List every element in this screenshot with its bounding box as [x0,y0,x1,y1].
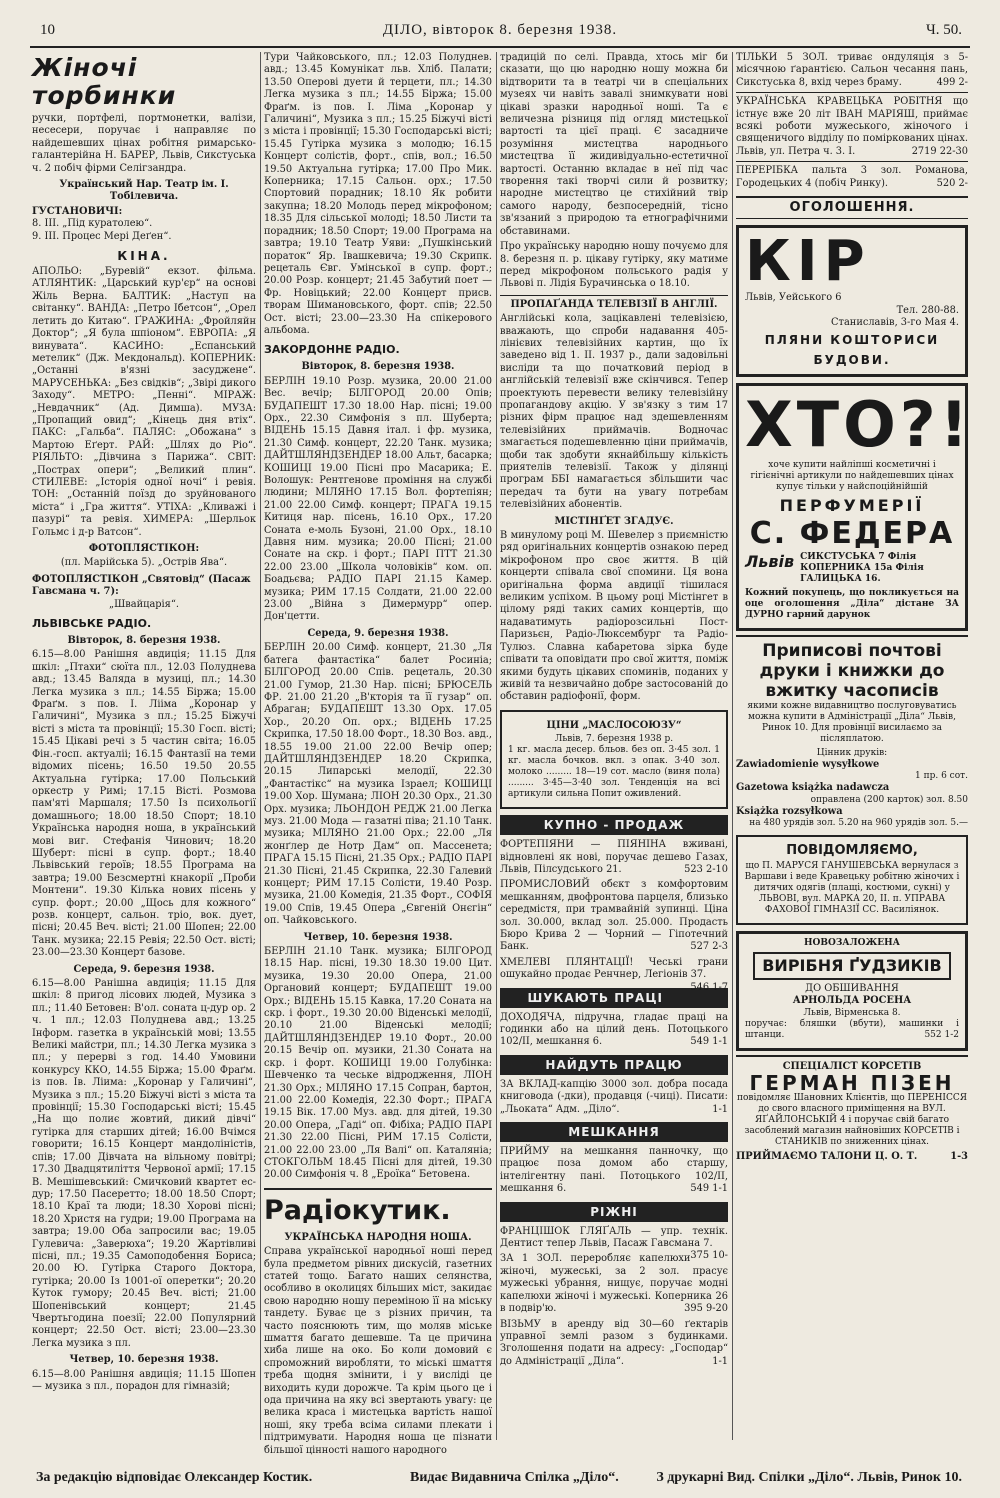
radio-day-heading: Четвер, 10. березня 1938. [69,1354,219,1366]
perfumery-name: С. ФЕДЕРА [749,515,955,551]
corsets-name: ГЕРМАН ПІЗЕН [749,1071,955,1096]
print-prices-heading: Цінник друків: [816,747,888,758]
buttons-address: Львів, Вірменська 8. [803,1007,901,1018]
section-bar-misc: РІЖНІ [500,1202,728,1222]
buttons-name: ВИРІБНЯ ҐУДЗИКІВ [753,952,951,980]
perfumery-title: ПЕРФУМЕРІЇ [779,495,925,515]
foreign-day-program: БЕРЛІН 19.10 Розр. музика, 20.00 21.00 Вес. вечір; БІЛГОРОД 20.00 Опів; БУДАПЕШТ 17.30 18.00 Нар. пісні; 19.00 Орх., 22.30 Симфонія з пл. Шуберта; ВІДЕНЬ 15.15 Давня італ. і фр. музика, 21.30 Симф. концерт, 22.20 Танк. музика; ДАЙТШЛЯНДЗЕНДЕР 18.00 Альт, басарка; КОШИЦІ 19.00 Пісні про Масарика; Е. Волошук: Рентгенове проміння на службі людини; МІЛЯНО 17.15 Вол. фортепіян; 21.00 22.00 Симф. концерт; ПРАГА 19.15 Китиця нар. пісень, 16.10 Орх., 17.20 Соната е-моль Бузоні, 21.00 Орх., 18.10 Давня ним. музика; 20.00 Пісні; 21.00 Сонате на скр. і форт.; ПАРІ ПТТ 21.30 22.00 23.00 „Школа чоловіків“ ком. оп. Боадьєва; РАДІО ПАРІ 21.15 Камер. музика; РИМ 17.15 Солдати, 21.00 22.00 23.00 „Війна з Димермурр“ опер. Дон'цетти. [264,375,492,623]
ad-kir [736,225,968,376]
kir-address-2: Станиславів, 3-го Мая 4. [831,317,959,329]
mistinguett-title: МІСТІНҐЕТ ЗГАДУЄ. [554,515,674,527]
perfumery-city: Львів [745,551,795,571]
classified-ad: ДОХОДЯЧА, підручна, гладає праці на годинки або на цілий день. Потоцького 102/II, мешкання 6. 549 1-1 [500,1011,728,1048]
radio-day-program: 6.15—8.00 Ранішня авдиція; 11.15 Шопен — музика з пл., порадон для гімназій; [32,1368,256,1392]
radiokutyk-subtitle: УКРАЇНСЬКА НАРОДНЯ НОША. [284,1231,472,1243]
print-item-price: 1 пр. 6 сот. [915,771,968,782]
ad-buttons [736,931,968,1051]
perfumery-address: СИКСТУСЬКА 7 Філія КОПЕРНИКА 15а Філія ГАЛИЦЬКА 16. [800,551,924,584]
ad-corsets [736,1055,968,1164]
page-header [30,20,970,48]
ad-perfumery [736,383,973,631]
column-divider [260,52,261,1440]
classified-ad: ПЕРЕРІБКА пальта 3 зол. Романова, Городецьких 4 (побіч Ринку). 520 2- [736,161,968,190]
foreign-day-heading: Четвер, 10. березня 1938. [303,931,453,943]
ad-title-handbags: Жіночі торбинки [32,53,177,110]
classified-ad: УКРАЇНСЬКА КРАВЕЦЬКА РОБІТНЯ що істнує вже 20 літ ІВАН МАРІЯШ, приймає всякі роботи мужеського, жіночого і священичого відділу по поміркованих цінах. Львів, ул. Петра ч. 3. І. 2719 22-30 [736,92,968,158]
radio-program-continued: Тури Чайковського, пл.; 12.03 Полуднев. авд.; 13.45 Комунікат льв. Хліб. Палати; 13.50 Оперові дуети й терцети, пл.; 14.30 Легка музика з пл.; 14.55 Біржа; 15.00 Фраґм. із пов. І. Ліма „Коронар у Галичині“, Музика з пл.; 15.25 Біжучі вісті з міста і провінції; 15.30 Господарські вісті; 15.45 Гутірка музика з молодю; 16.15 Концерт солістів, форт., спів, вол.; 16.50 19.50 Актуальна гутірка; 17.00 Про Мик. Коперника; 17.15 Сальон. орх.; 17.50 Спортовий порадник; 18.10 Як робити закупна; 18.20 Молодь перед мікрофоном; 18.35 Для сільської молоді; 18.50 Листи та порадник; 18.50 Спорт; 19.00 Програма на завтра; 19.10 Театр Уяви: „Пушкінський пораток“ Яр. Івашкевича; 19.30 Скрипк. рецеталь Євг. Умінської в супр. форт.; 20.00 Розр. концерт; 21.45 Забутий поет — Фр. Новіцький; 22.00 Концерт присв. творам Шимановського, форт. спів; 22.50 Ост. вісті; 23.00—23.30 На спікерового альбома. [264,52,492,336]
radio-day-program: 6.15—8.00 Ранішна авдиція; 11.15 Для шкіл: 8 пригод лісових людей, Музика з пл.; 11.40 Бетовен: В'ол. соната ц-дур ор. 2 ч. 1 пл.; 12.03 Полуднева авд.; 13.25 Інформ. газетка в українській мові; 13.55 Великі майстри, пл.; 14.30 Легка музика з пл.; у перерві з год. 14.40 Умовини конкурсу ККО, 14.55 Біржа; 15.00 Фраґм. із пов. Ів. Ліима: „Коронар у Галичині“, Музика з пл.; 15.20 Біжучі вісті з міста та провінції; 15.30 Господарські вісті; 15.45 „На що полиє жовтий, дикий дівчі“ гутірка для старших дітей; 16.00 Вчімся говорити; 16.15 Концерт мандоліністів, спів; 17.00 Дівчата на вільному повітрі; 17.30 Двадцятиліття Червоної армії; 17.15 В. Мешішевський: Смичковий квартет ес-дур; 17.50 Пасеретто; 18.00 18.50 Спорт; 18.10 Краї та люди; 18.30 Хорові пісні; 18.20 Христя на гудри; 19.00 Програма на завтра; 19.00 Оба запросили вас; 19.05 Гулевича: „Заверюха“; 19.20 Жартівливі пісні, пл.; 19.35 Самоподобення Бориса; 20.00 Ю. Гутірка Старого Доктора, гутірка; 20.00 Із 1001-ої оперетки“; 20.20 Куток гумору; 20.45 Веч. вісті; 21.00 Шопенівський концерт; 21.45 Чвертьгодина поезії; 22.00 Популярний концерт; 22.50 Ост. вісті; 23.00—23.30 Легка музика з пл. [32,978,256,1349]
theatre-item: 9. III. Процес Мері Деґен“. [32,230,172,242]
kir-address: Львів, Уейського 6 [745,292,842,304]
column-3 [500,52,728,1440]
column-2 [264,52,492,1456]
section-bar-seek-work: ШУКАЮТЬ ПРАЦІ [500,988,728,1008]
fotoplastikon-title: ФОТОПЛЯСТІКОН: [88,543,200,554]
perfumery-address-block [745,552,959,585]
radio-day-heading: Вівторок, 8. березня 1938. [67,635,221,647]
theatre-title: Український Нар. Театр ім. І. Тобілевича. [59,179,229,203]
kir-phone: Тел. 280-88. [896,304,959,316]
print-forms-title: Приписові почтові друки і книжки до вжитку часописів [759,640,945,701]
column-divider [496,52,497,1440]
classified-ad: ФРАНЦІШОК ГЛЯҐАЛЬ — упр. технік. Дентист тепер Львів, Пасаж Гавсмана 7. 375 10- [500,1225,728,1262]
column-1 [32,52,256,1440]
fotoplastikon2-title: ФОТОПЛЯСТІКОН „Святовід“ (Пасаж Гавсмана ч. 7): [32,573,251,598]
prices-date: Львів, 7. березня 1938 р. [554,734,674,745]
radiokutyk-article: Справа української народньої ноші перед була предметом рівних дискусій, газетних статей тощо. Багато наших селянства, особливо в околицях більших міст, закидає свою народню ношу переміною її на міську тандету. Буває це з різних причин, та часто пояснюють тим, що моляв міське шмаття багато дешевше. Та це причина хиба лише на око. Бо коли домовий є спроможний виробляти, то міські шмаття треба щодня змінити, і у висліді це виходить куди дорожче. Та крім цього це і ода причина на яку всі звертають увагу: це велика краса і мистецька вартість нашої ноші, яку треба всіма силами плекати і підтримувати. Народня ноша це пізнати більшої цінності нашого народного [264,1246,492,1456]
ad-text-handbags: ручки, портфелі, портмонетки, валізи, несесери, поручає і направляє по найдешевших цінах робітня римарсько-галантерійна Н. БАРЕР, Львів, Сикстуська ч. 2 побіч фірми Селігзандра. [32,113,256,174]
classified-ad: ВІЗЬМУ в аренду від 30—60 ґектарів управної землі разом з будинками. Зголошення подати на адресу: „Господар“ до Адміністрації „Діла“. 1-1 [500,1318,728,1367]
column-4 [736,52,973,1440]
radio-day-program: 6.15—8.00 Ранішня авдиція; 11.15 Для шкіл: „Птахи“ сюїта пл., 12.03 Полуднева авд.; 13.45 Валяда в музиці, пл.; 14.30 Легка музика з пл.; 14.55 Біржа; 15.00 Фраґм. з пов. І. Лііма „Коронар у Галичині“, Музика з пл.; 15.25 Біжучі вісті з міста та провінції; 15.30 Госп. вісті; 15.45 Цікаві речі з 5 частин світа; 16.05 Фін.-госп. актуаліі; 16.15 Фантазії на теми відомих пісень; 16.50 19.50 20.55 Актуальна гутірка; 17.00 Польський оркестр у Римі; 17.15 Вісті. Розмова пам'яті Маршаля; 17.50 Із психольогії домашнього; 18.00 18.50 Спорт; 18.10 Українська народня ноша, в український мові виг. Стефанія Чинович; 18.20 Шуберт: пісні в супр. форт.; 18.40 Львівський героїв; 18.55 Програма на завтра; 19.00 Безсмертні кнакорії „Проби Монтени“. 19.30 Кілька нових пісень у супр. форт.; 20.00 „Щось для кожного“ розв. концерт, сальон. тріо, вок. дует, пісні; 20.45 Веч. вісті; 21.00 Шопен; 22.00 Танк. музика; 22.15 Ревія; 22.50 Ост. вісті; 23.00—23.30 Концерт базове. [32,649,256,959]
classified-ad: ПРИЙМУ на мешкання панночку, що працює поза домом або старшу, інтелігентну пані. Потоцького 102/II, мешкання 6. 549 1-1 [500,1146,728,1195]
xto-text: хоче купити найліпші косметичні і гігієнічні артикули по найдешевших цінах купує тільки у найспоційнійшій [750,459,954,492]
buttons-sub: ДО ОБШИВАННЯ [805,982,899,994]
foreign-day-heading: Середа, 9. березня 1938. [307,627,449,639]
kir-logo: КІР [745,229,871,295]
fotoplastikon-text: (пл. Марійська 5). „Острів Ява“. [60,557,228,569]
footer-publisher: Видає Видавнича Спілка „Діло“. [410,1470,619,1485]
page-number: 10 [40,22,55,38]
prices-box [500,710,728,809]
classified-ad: ЗА ВКЛАД-капцію 3000 зол. добра посада книговода (-дки), продавця (-чиці). Писати: „Льоката“ Адм. „Діло“. 1-1 [500,1078,728,1115]
buttons-new: НОВОЗАЛОЖЕНА [804,937,900,948]
print-forms-text: якими кожне видавництво послуговуватись можна купити в Адміністрації „Діла“ Львів, Ринок 10. Для провінції висилаємо за післяплатою. [747,700,957,744]
prices-title: ЦІНИ „МАСЛОСОЮЗУ“ [546,719,682,731]
announcements-title: ОГОЛОШЕННЯ. [736,196,968,219]
corsets-title: СПЕЦІАЛІСТ КОРСЕТІВ [782,1060,922,1072]
radiokutyk-title: Радіокутик. [264,1188,492,1228]
radio-day-heading: Середа, 9. березня 1938. [73,963,215,975]
lviv-radio-title: ЛЬВІВСЬКЕ РАДІО. [32,617,152,631]
corsets-text: повідомляє Шановних Клієнтів, що ПЕРЕНІССЯ до свого власного приміщення на ВУЛ. ЯҐАЙЛОНСЬКІЙ 4 і поручає свій багато засоблений магазин найновіших КОРСЕТІВ і СТАНИКІВ по зниженних цінах. [736,1093,968,1148]
buttons-text: поручає: бляшки (вбути), машинки і штанци. 552 1-2 [745,1018,959,1040]
cinema-listings: АПОЛЬО: „Буревій“ екзот. фільма. АТЛЯНТИК: „Царський кур'єр“ на основі Жіль Верна. БАЛТИК: „Наступ на світанку“. ВАНДА: „Петро Ібетсон“, „Орел летить до Китаю“. ҐРАЖИНА: „Фройляйн Доктор“; „Я була шпіоном“. ЕВРОПА: „Я винувата“. КАСИНО: „Еспанський метелик“ (Дж. Мекдональд). КОПЕРНИК: „Останні в'язні засуджене“. МАРУСЕНЬКА: „Без свідків“; „Звірі дикого Заходу“. МЕТРО: „Пенні“. МІРАЖ: „Невдачник“ (Ад. Димша). МУЗА: „Пропащий овид“; „Кінець дня втіх“. ПАКС: „Гальба“. ПАЛЯС: „Обожана“ з Мартою Еґерт. РАЙ: „Шлях до Ріо“. РІЯЛЬТО: „Дівчина з Парижа“. СВІТ: „Пострах опери“; „Великий плин“. СТИЛЕВЕ: „Історія одної ночі“ і ревія. ТОН: „Останній поїзд до зруйнованого міста“ і „Гра життя“. УТІХА: „Кливажі і пазурі“ та ревія. ХИМЕРА: „Шерльок Гольмс і д-р Ватсон“. [32,266,256,538]
notice-text: що П. МАРУСЯ ГАНУШЕВСЬКА вернулася з Варшави і веде Кравецьку робітню жіночих і дитячих одягів (плащі, костюми, сукні) у ЛЬВОВІ, вул. МАРКА 20, II. п. УПРАВА ФАХОВОЇ ГІМНАЗІЇ СС. Василіянок. [744,860,960,915]
column-divider [732,52,733,1440]
section-bar-buy-sell: КУПНО - ПРОДАЖ [500,815,728,835]
issue-number: Ч. 50. [926,22,962,38]
print-item: Książka rozsyłkowa [736,805,843,817]
classified-ad: ЗА 1 ЗОЛ. переробляє капелюхи жіночі, мужеські, за 2 зол. прасує мужеські убрання, нищує, поручає модні капелюхи жіночі і мужеські. Коперника 26 в подвір'ю. 395 9-20 [500,1253,728,1315]
classified-ad: ТІЛЬКИ 5 ЗОЛ. триває ондуляція з 5-місячною ґарантією. Сальон чесання пань, Сикстуська 8, вхід через браму. 499 2- [736,52,968,88]
kir-services: ПЛЯНИ КОШТОРИСИ БУДОВИ. [764,332,940,367]
masthead: ДІЛО, вівторок 8. березня 1938. [382,22,618,38]
print-item: Gazetowa książka nadawcza [736,782,890,794]
prices-text: 1 кг. масла дeсер. бльов. без оп. 3·45 зол. 1 кг. масла бочков. вкл. з опак. 3·40 зол. молоко ......... 18—19 сот. масло (виня пола) ......... 3·45—3·40 зол. Тенденція на всі артикули сильна Попит оживлений. [508,745,720,800]
mistinguett-text: В минулому році М. Шевелер з приємністю ряд оригінальних концертів ознакою перед мікрофоном про своє життя. В цій концерти співала свої спомини. Ця вона оригінальна форма авдиції тішилася великим успіхом. В цьому році Містінгет в цілому ряді таких самих концертів, що надаватимуть радіорозсильні Пост-Паризьєн, Радіо-Люксембург та Радіо-Тулюз. Славна кабаретова зірка буде співати та оповідати про свої життя, поміж якими будуть цікавих споминів, поданих у живій та незвичайно добре застосованій до обставин радіофонії, форм. [500,530,728,703]
buttons-owner: АРНОЛЬДА РОСЕНА [792,995,912,1007]
notice-title: ПОВІДОМЛЯЄМО, [786,842,918,858]
ad-print-forms [736,635,968,829]
ad-notice [736,835,968,925]
foreign-day-program: БЕРЛІН 21.10 Танк. музика; БІЛГОРОД 18.15 Нар. пісні, 19.30 18.30 19.00 Цит. музика, 19.30 20.00 Опера, 21.00 Органовий концерт; БУДАПЕШТ 19.00 Орх.; ВІДЕНЬ 15.15 Кавка, 17.20 Соната на скр. і форт., 19.30 20.00 Віденські мелодії, 20.10 21.00 Віденські мелодії; ДАЙТШЛЯНДЗЕНДЕР 19.10 Форт., 20.00 20.15 Вечір оп. музики, 21.30 Соната на скр. і форт. КОШИЦІ 19.00 Голубінка: Шевченко та чеське відродження, ЛІОН 21.30 Орх.; МІЛЯНО 17.15 Сопран, бартон, 21.00 22.00 Комедія, 22.30 Форт.; ПРАГА 19.15 Вік. 17.00 Муз. авд. для дітей, 19.30 20.00 Опера, „Гаді“ оп. Фібіха; РАДІО ПАРІ 21.30 22.00 Пісні, РИМ 17.15 Солісти, 21.00 22.00 23.00 „Ля Валі“ оп. Каталяніа; СТОКГОЛЬМ 18.45 Пісні для дітей, 19.30 20.00 Симфонія ч. 8 „Ероїка“ Бетовена. [264,946,492,1181]
article-continued: традицій по селі. Правда, хтось міг би сказати, що цю народню ношу можна би відтворити та в театрі чи в спеціальних музеях чи навіть завалі знимкувати нові цікаві зразки народньої ноші. Та є величезна різниця під огляд мистецької вартості та цієї праці. Є засадниче розуміння мистецтва народнього мистецтва її жидивідуально-естетичної вартості. Останню вкладає в неї під час творення такі творчі сили й розвитку; народне мистецтво це стихійний твір самого народу, безпосередній, тісно зв'язаний з природою та етнографічними обставинами. [500,52,728,237]
article-continued: Про українську народню ношу почуємо для 8. березня п. р. цікаву гутірку, яку матиме перед мікрофоном польського радія у Львові п. Лідія Бурачинська о 18.10. [500,241,728,290]
foreign-day-heading: Вівторок, 8. березня 1938. [301,361,455,373]
theatre-item: 8. III. „Під куратолею“. [32,218,153,230]
perfumery-note: Кожний покупець, що покликується на оце оголошення „Діла“ дістане ЗА ДУРНО гарний дарунок [745,587,959,620]
section-bar-find-work: НАЙДУТЬ ПРАЦЮ [500,1055,728,1075]
footer-editor: За редакцію відповідає Олександер Костик. [36,1470,313,1485]
fotoplastikon2-text: „Швайцарія“. [109,598,179,610]
print-item-price: оправлена (200 карток) зол. 8.50 [810,794,968,805]
classified-ad: ПРОМИСЛОВИЙ обєкт з комфортовим мешканням, двофронтова парцеля, близько середмістя, при трамвайній зупинці. Ціна зол. 30.000, вклад зол. 25.000. Продасть Бюро Крива 2 — Чорний — Гіпотечний Банк. 527 2-3 [500,879,728,953]
footer-printer: З друкарні Вид. Спілки „Діло“. Львів, Ринок 10. [656,1470,962,1485]
tv-article-text: Англійські кола, зацікавлені телевізією, вважають, що спроби надавання 405-лінієвих телевізійних картин, що їх заведено від 1. II. 1937 р., дали задовільні висліди та що початковий період в англійській телевізії вже скінчився. Тепер проектують перевести велику телевізійну пропагандову акцію. У зв'язку з тим 17 різних фірм працює над здешевленням телевізійних приймачів. Водночас змагається подешевленню ціни приймачів, щоби так здобути якнайбільшу кількість приятелів телевізії. Також у ділянці програм ББІ намагається збільшити час передач та бути на увагу потребам телевізійних абонентів. [500,313,728,511]
classified-ad: ФОРТЕПІЯНИ — ПІЯНІНА вживані, відновлені як нові, поручає дешево Газах, Львів, Пілсудського 21. 523 2-10 [500,839,728,875]
foreign-day-program: БЕРЛІН 20.00 Симф. концерт, 21.30 „Ля батега фантастіка“ балет Росиніа; БІЛГОРОД 20.00 Спів. рецеталь, 20.30 21.00 Гумор, 21.30 Нар. пісні; БРЮСЕЛЬ ФР. 21.00 21.20 „В'кторія та її гузар“ оп. Абраган; БУДАПЕШТ 13.30 Орх. 17.05 Хор., 20.20 Оп. орх.; ВІДЕНЬ 17.25 Скрипка, 17.50 18.00 Форт., 18.30 Воз. авд., 18.55 19.00 21.00 22.00 Вечір опер; ДАЙТШЛЯНДЗЕНДЕР 18.20 Скрипка, 20.15 Липарські мелодії, 22.30 „Фантастікс“ на музика Ізраел; КОШИЦІ 19.00 Хор. Шумана; ЛІОН 20.30 Орх., 21.30 Орх. музика; ЛЬОНДОН РЕДЖ 21.00 Легка муз. 21.00 Мода — газатні піва; 21.10 Танк. музика; МІЛЯНО 21.00 Орх.; 22.00 „Ля жонґлер де Нотр Дам“ оп. Массенета; ПРАГА 15.15 Пісні, 21.35 Орх.; РАДІО ПАРІ 21.30 Пісні, 21.45 Скрипка, 22.30 Галевий концерт; РИМ 17.15 Солісти, 19.40 Розр. музика, 21.00 Комедія, 21.35 Форт., СОФІЯ 19.00 Спів, 19.45 Опера „Євгеній Онєгін“ оп. Чайковського. [264,642,492,927]
tv-article-title: ПРОПАҐАНДА ТЕЛЕВІЗІЇ В АНГЛІЇ. [500,295,728,311]
print-item-price: на 480 урядів зол. 5.20 на 960 урядів зол. 5.— [749,817,968,828]
xto-headline: ХТО?! [745,387,973,461]
cinema-title: КІНА. [117,249,171,264]
foreign-radio-title: ЗАКОРДОННЕ РАДІО. [264,343,400,357]
section-bar-housing: МЕШКАННЯ [500,1122,728,1142]
print-item: Zawiadomienie wysyłkowe [736,758,880,770]
theatre-city: ГУСТАНОВИЧІ: [32,205,123,217]
classified-ad: ХМЕЛЕВІ ПЛЯНТАЦІЇ! Чеські грани ошукайно продає Ренчнер, Легіонів 37. 546 1-7 [500,956,728,993]
corsets-tail: ПРИЙМАЄМО ТАЛОНИ Ц. О. Т. 1-3 [736,1151,968,1163]
